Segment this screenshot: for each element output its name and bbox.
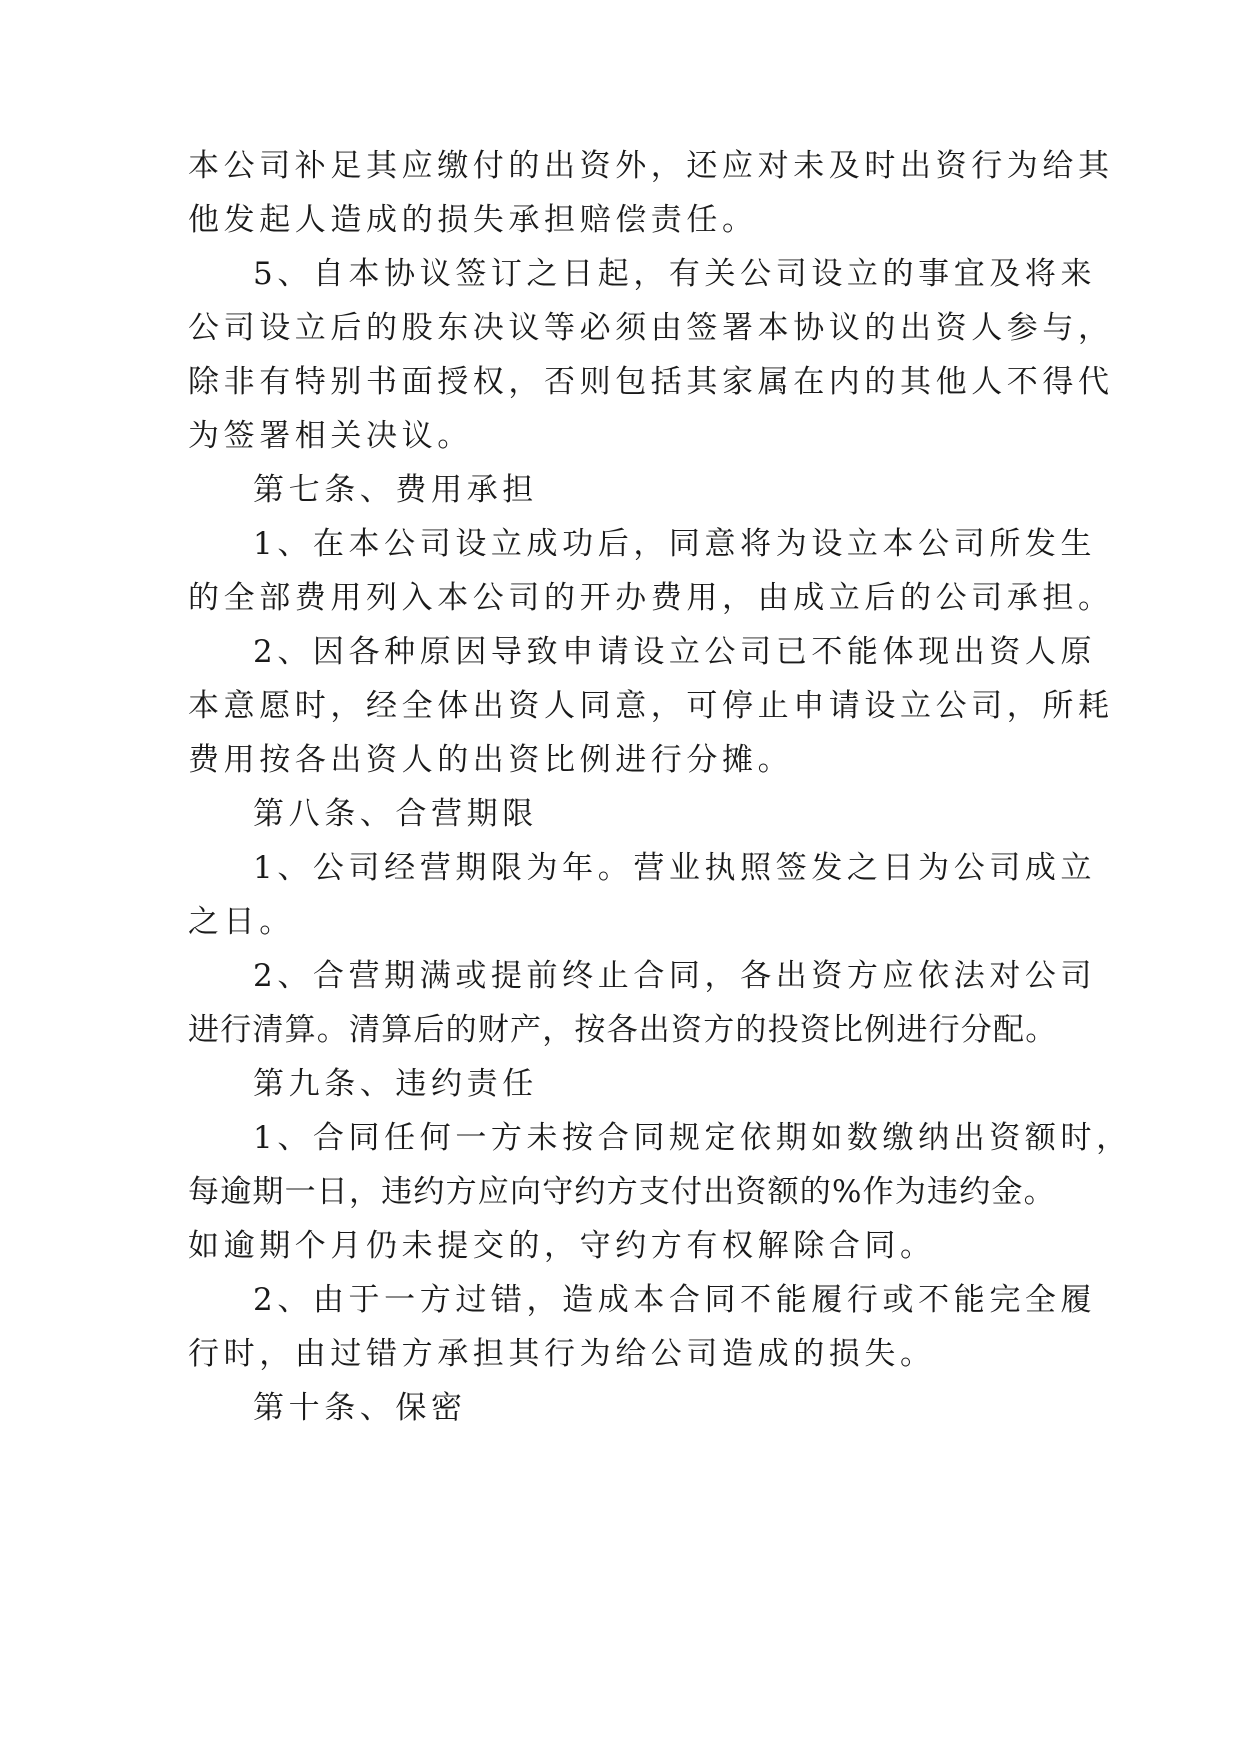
text-line: 公司设立后的股东决议等必须由签署本协议的出资人参与， [188,310,1114,346]
text-line: 1、合同任何一方未按合同规定依期如数缴纳出资额时， [253,1120,1132,1156]
text-line: 的全部费用列入本公司的开办费用，由成立后的公司承担。 [188,580,1114,616]
text-line: 2、由于一方过错，造成本合同不能履行或不能完全履 [253,1282,1097,1318]
text-line: 行时，由过错方承担其行为给公司造成的损失。 [188,1336,936,1372]
text-line: 除非有特别书面授权，否则包括其家属在内的其他人不得代 [188,364,1114,400]
section-heading: 第九条、违约责任 [253,1066,538,1102]
text-line: 进行清算。清算后的财产，按各出资方的投资比例进行分配。 [188,1012,1058,1048]
text-line: 如逾期个月仍未提交的，守约方有权解除合同。 [188,1228,936,1264]
text-line: 之日。 [188,904,295,940]
text-line: 他发起人造成的损失承担赔偿责任。 [188,202,758,238]
section-heading: 第八条、合营期限 [253,796,538,832]
text-line: 为签署相关决议。 [188,418,473,454]
text-line: 每逾期一日，违约方应向守约方支付出资额的%作为违约金。 [188,1174,1056,1210]
text-line: 2、合营期满或提前终止合同，各出资方应依法对公司 [253,958,1097,994]
section-heading: 第七条、费用承担 [253,472,538,508]
text-line: 本公司补足其应缴付的出资外，还应对未及时出资行为给其 [188,148,1114,184]
text-line: 5、自本协议签订之日起，有关公司设立的事宜及将来 [253,256,1097,292]
section-heading: 第十条、保密 [253,1390,467,1426]
text-line: 1、在本公司设立成功后，同意将为设立本公司所发生 [253,526,1097,562]
text-line: 本意愿时，经全体出资人同意，可停止申请设立公司，所耗 [188,688,1114,724]
text-line: 费用按各出资人的出资比例进行分摊。 [188,742,794,778]
text-line: 1、公司经营期限为年。营业执照签发之日为公司成立 [253,850,1097,886]
text-line: 2、因各种原因导致申请设立公司已不能体现出资人原 [253,634,1097,670]
